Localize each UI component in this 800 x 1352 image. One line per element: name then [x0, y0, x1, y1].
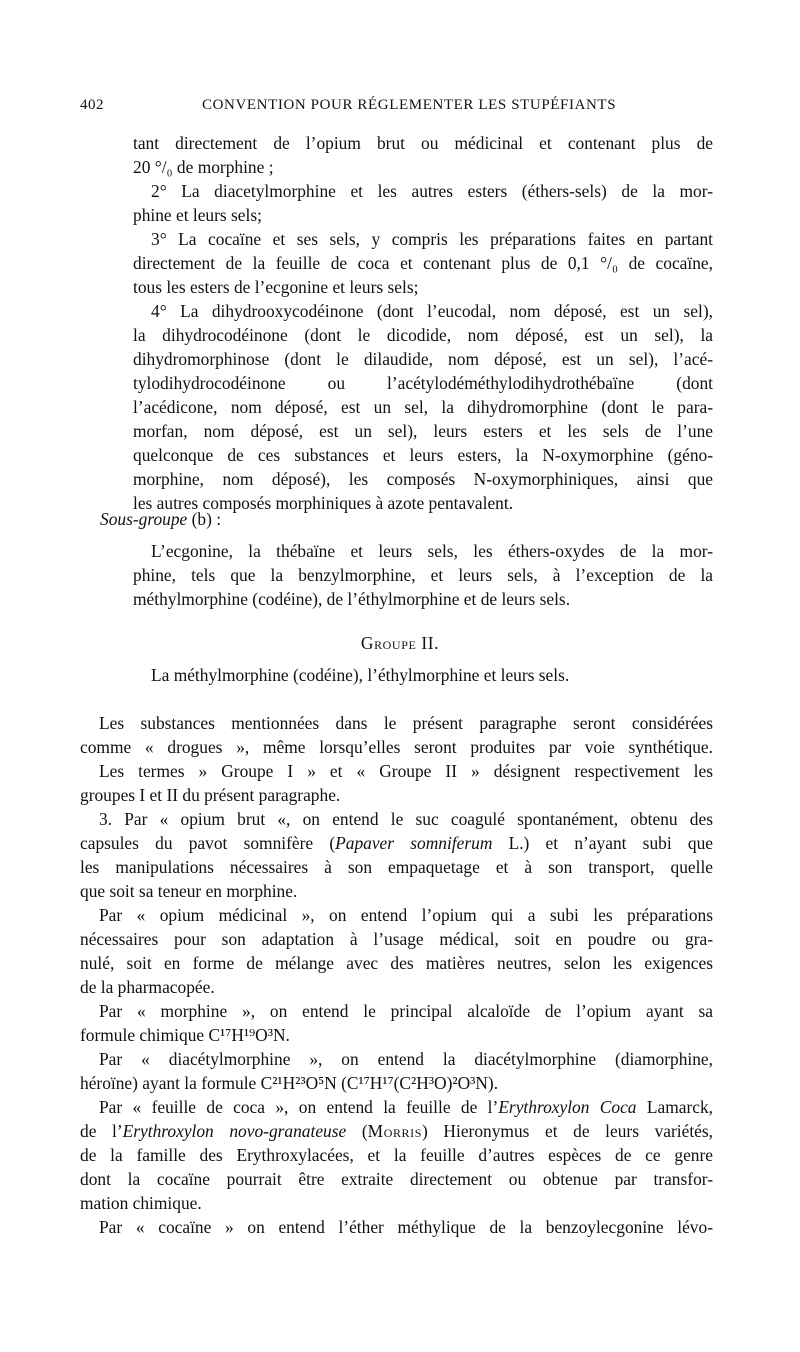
- text-line: tant directement de l’opium brut ou médicinal et contenant plus de: [133, 133, 713, 153]
- text-line: phine, tels que la benzylmorphine, et leurs sels, à l’exception de la: [133, 565, 713, 585]
- text-line: Les termes » Groupe I » et « Groupe II » désignent respectivement les: [99, 761, 713, 781]
- text-line: Par « opium médicinal », on entend l’opium qui a subi les préparations: [99, 905, 713, 925]
- page-number: 402: [80, 97, 104, 113]
- papaver-pre: capsules du pavot somnifère (: [80, 833, 336, 853]
- text-line: de la pharmacopée.: [80, 977, 215, 997]
- species-name: Erythroxylon novo-granateuse: [122, 1121, 347, 1141]
- text-line: nulé, soit en forme de mélange avec des matières neutres, selon les exigences: [80, 953, 713, 973]
- text-line: Par « cocaïne » on entend l’éther méthylique de la benzoylecgonine lévo-: [99, 1217, 713, 1237]
- text-line: Par « morphine », on entend le principal alcaloïde de l’opium ayant sa: [99, 1001, 713, 1021]
- text-line: phine et leurs sels;: [133, 205, 262, 225]
- text-line: méthylmorphine (codéine), de l’éthylmorphine et de leurs sels.: [133, 589, 571, 609]
- subgroup-b-heading: [100, 507, 221, 531]
- subgroup-suffix: (b) :: [187, 509, 222, 529]
- text-line: 4° La dihydrooxycodéinone (dont l’eucodal, nom déposé, est un sel),: [151, 301, 713, 321]
- text-line: que soit sa teneur en morphine.: [80, 881, 298, 901]
- text-line: La méthylmorphine (codéine), l’éthylmorphine et leurs sels.: [151, 665, 570, 685]
- text-line: mation chimique.: [80, 1193, 202, 1213]
- text-line: 3° La cocaïne et ses sels, y compris les préparations faites en partant: [151, 229, 713, 249]
- text-line: L’ecgonine, la thébaïne et leurs sels, les éthers-oxydes de la mor-: [151, 541, 713, 561]
- species-name: Papaver somniferum: [335, 833, 493, 853]
- running-header: [80, 97, 712, 121]
- coca-post: Lamarck,: [636, 1097, 713, 1117]
- text-line: l’acédicone, nom déposé, est un sel, la dihydromorphine (dont le para-: [133, 397, 713, 417]
- coca-pre: Par « feuille de coca », on entend la feuille de l’: [99, 1097, 499, 1117]
- text-line: quelconque de ces substances et leurs esters, la N-oxymorphine (géno-: [133, 445, 713, 465]
- author-name: Morris: [367, 1121, 423, 1141]
- line-pre: de l’: [80, 1121, 123, 1141]
- text-line: directement de la feuille de coca et contenant plus de 0,1 °/₀ de cocaïne,: [133, 253, 713, 273]
- line-mid: (: [346, 1121, 368, 1141]
- text-line: dihydromorphinose (dont le dilaudide, nom déposé, est un sel), l’acé-: [133, 349, 713, 369]
- line-post: ) Hieronymus et de leurs variétés,: [422, 1121, 713, 1141]
- text-line: de la famille des Erythroxylacées, et la feuille d’autres espèces de ce genre: [80, 1145, 713, 1165]
- text-line: nécessaires pour son adaptation à l’usage médical, soit en poudre ou gra-: [80, 929, 713, 949]
- text-line: morfan, nom déposé, est un sel), leurs esters et les sels de l’une: [133, 421, 713, 441]
- text-line-coca: [99, 1095, 713, 1119]
- group-2-heading: Groupe II.: [360, 633, 440, 653]
- subgroup-label: Sous-groupe: [100, 509, 188, 529]
- text-line: 20 °/₀ de morphine ;: [133, 157, 274, 177]
- text-line: 2° La diacetylmorphine et les autres esters (éthers-sels) de la mor-: [151, 181, 713, 201]
- running-title: CONVENTION POUR RÉGLEMENTER LES STUPÉFIANTS: [202, 97, 617, 113]
- text-line-novo-granateuse: [80, 1119, 713, 1143]
- species-name: Erythroxylon Coca: [498, 1097, 637, 1117]
- text-line-papaver: [80, 831, 713, 855]
- text-line: les autres composés morphiniques à azote pentavalent.: [133, 493, 514, 513]
- text-line: groupes I et II du présent paragraphe.: [80, 785, 341, 805]
- text-line: comme « drogues », même lorsqu’elles seront produites par voie synthétique.: [80, 737, 713, 757]
- text-line: tous les esters de l’ecgonine et leurs sels;: [133, 277, 419, 297]
- text-line: la dihydrocodéinone (dont le dicodide, nom déposé, est un sel), la: [133, 325, 713, 345]
- text-line: 3. Par « opium brut «, on entend le suc coagulé spontanément, obtenu des: [99, 809, 713, 829]
- text-line: héroïne) ayant la formule C²¹H²³O⁵N (C¹⁷H¹⁷(C²H³O)²O³N).: [80, 1073, 499, 1093]
- text-line: dont la cocaïne pourrait être extraite directement ou obtenue par transfor-: [80, 1169, 713, 1189]
- text-line: les manipulations nécessaires à son empaquetage et à son transport, quelle: [80, 857, 713, 877]
- papaver-post: L.) et n’ayant subi que: [492, 833, 713, 853]
- text-line: Les substances mentionnées dans le présent paragraphe seront considérées: [99, 713, 713, 733]
- text-line: Par « diacétylmorphine », on entend la diacétylmorphine (diamorphine,: [99, 1049, 713, 1069]
- text-line: morphine, nom déposé), les composés N-oxymorphiniques, ainsi que: [133, 469, 713, 489]
- text-line: formule chimique C¹⁷H¹⁹O³N.: [80, 1025, 290, 1045]
- text-line: tylodihydrocodéinone ou l’acétylodéméthylodihydrothébaïne (dont: [133, 373, 713, 393]
